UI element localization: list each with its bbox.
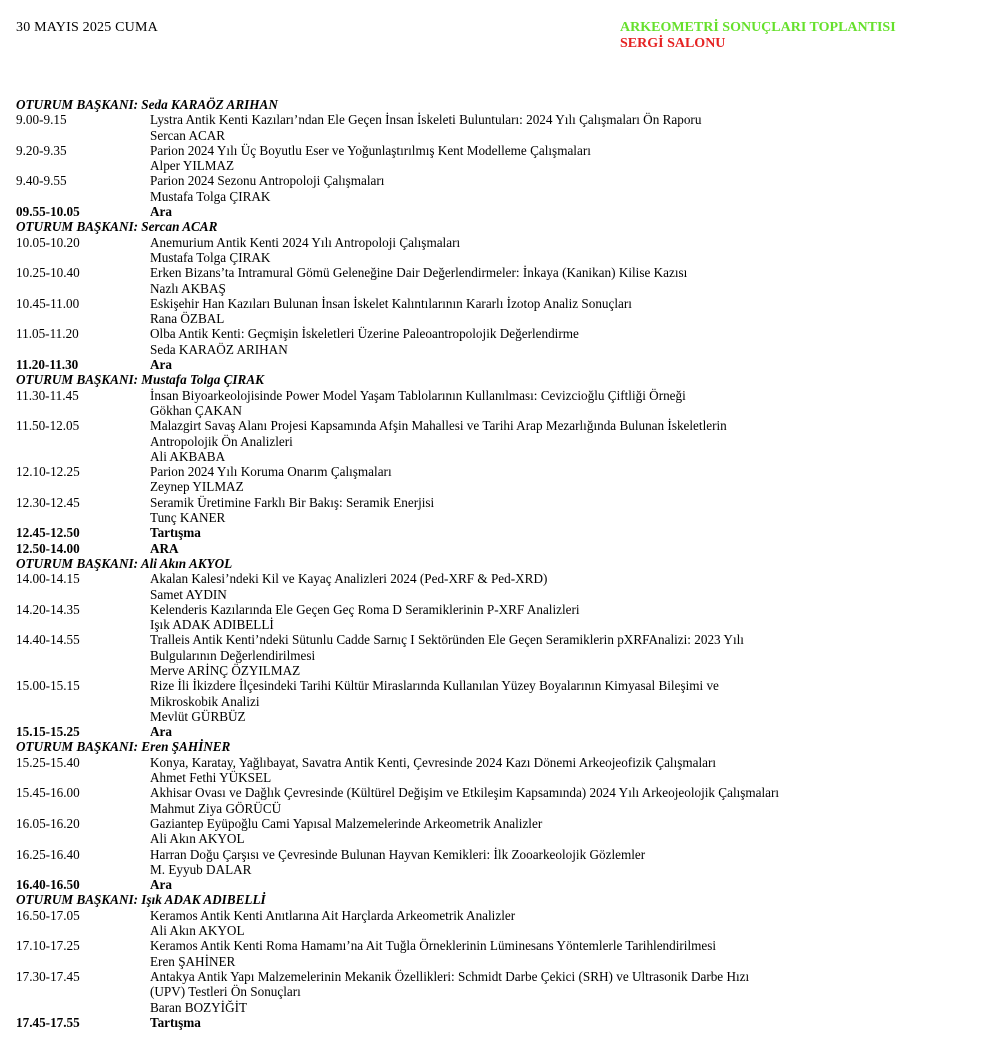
talk-title: Lystra Antik Kenti Kazıları’ndan Ele Geçen İnsan İskeleti Buluntuları: 2024 Yılı Çalışmaları Ön Raporu xyxy=(150,112,702,128)
program-header xyxy=(620,20,896,52)
talk-time: 9.40-9.55 xyxy=(16,173,67,189)
talk-author: Baran BOZYİĞİT xyxy=(150,999,248,1015)
session-chair: OTURUM BAŞKANI: Ali Akın AKYOL xyxy=(16,555,233,571)
talk-author: Mustafa Tolga ÇIRAK xyxy=(150,249,271,265)
talk-row xyxy=(16,908,991,923)
talk-author: Alper YILMAZ xyxy=(150,158,235,174)
break-label: Ara xyxy=(150,357,172,373)
talk-time xyxy=(16,694,150,709)
room-name: SERGİ SALONU xyxy=(620,36,726,51)
talk-row xyxy=(16,785,991,800)
talk-time: 16.50-17.05 xyxy=(16,907,80,923)
talk-time: 17.10-17.25 xyxy=(16,938,80,954)
talk-time: 16.05-16.20 xyxy=(16,815,80,831)
talk-time: 14.20-14.35 xyxy=(16,601,80,617)
break-time: 16.40-16.50 xyxy=(16,877,80,893)
talk-author: Mustafa Tolga ÇIRAK xyxy=(150,188,271,204)
talk-title: Bulgularının Değerlendirilmesi xyxy=(150,647,316,663)
talk-row xyxy=(16,816,991,831)
talk-author: Eren ŞAHİNER xyxy=(150,953,236,969)
talk-author: Ali Akın AKYOL xyxy=(150,923,245,939)
talk-author: Nazlı AKBAŞ xyxy=(150,280,226,296)
talk-title-continued xyxy=(16,984,991,999)
talk-row xyxy=(16,326,991,341)
talk-time: 15.45-16.00 xyxy=(16,785,80,801)
talk-row xyxy=(16,112,991,127)
break-row xyxy=(16,877,991,892)
talk-row xyxy=(16,143,991,158)
talk-time xyxy=(16,434,150,449)
break-label: Tartışma xyxy=(150,525,201,541)
talk-row xyxy=(16,418,991,433)
talk-time: 17.30-17.45 xyxy=(16,968,80,984)
talk-row xyxy=(16,847,991,862)
break-label: Ara xyxy=(150,877,172,893)
talk-title-continued xyxy=(16,434,991,449)
talk-row xyxy=(16,938,991,953)
talk-title: Keramos Antik Kenti Anıtlarına Ait Harçlarda Arkeometrik Analizler xyxy=(150,907,516,923)
session-chair: OTURUM BAŞKANI: Seda KARAÖZ ARIHAN xyxy=(16,97,278,112)
talk-row xyxy=(16,265,991,280)
talk-title: Seramik Üretimine Farklı Bir Bakış: Seramik Enerjisi xyxy=(150,494,435,510)
break-row xyxy=(16,724,991,739)
talk-title: Tralleis Antik Kenti’ndeki Sütunlu Cadde Sarnıç I Sektöründen Ele Geçen Seramiklerin pXRFAnalizi: 2023 Yılı xyxy=(150,632,744,648)
talk-title: İnsan Biyoarkeolojisinde Power Model Yaşam Tablolarının Kullanılması: Cevizcioğlu Çiftliği Örneği xyxy=(150,387,686,403)
talk-title: Akhisar Ovası ve Dağlık Çevresinde (Kültürel Değişim ve Etkileşim Kapsamında) 2024 Yılı Arkeojeolojik Çalışmaları xyxy=(150,785,780,801)
talk-time: 15.00-15.15 xyxy=(16,678,80,694)
talk-row xyxy=(16,173,991,188)
talk-time: 11.50-12.05 xyxy=(16,418,80,434)
talk-title: Mikroskobik Analizi xyxy=(150,693,260,709)
talk-author: Seda KARAÖZ ARIHAN xyxy=(150,341,288,357)
talk-author: Gökhan ÇAKAN xyxy=(150,402,242,418)
talk-title: Erken Bizans’ta Intramural Gömü Geleneğine Dair Değerlendirmeler: İnkaya (Kanikan) Kilise Kazısı xyxy=(150,265,688,281)
break-time: 17.45-17.55 xyxy=(16,1014,80,1030)
talk-row xyxy=(16,678,991,693)
talk-title: Eskişehir Han Kazıları Bulunan İnsan İskelet Kalıntılarının Kararlı İzotop Analiz Sonuçları xyxy=(150,295,632,311)
talk-row xyxy=(16,296,991,311)
talk-title: Antakya Antik Yapı Malzemelerinin Mekanik Özellikleri: Schmidt Darbe Çekici (SRH) ve Ultrasonik Darbe Hızı xyxy=(150,968,750,984)
talk-author: Tunç KANER xyxy=(150,510,226,526)
break-row xyxy=(16,357,991,372)
talk-author: Zeynep YILMAZ xyxy=(150,479,244,495)
talk-author: Merve ARİNÇ ÖZYILMAZ xyxy=(150,662,301,678)
talk-time: 9.00-9.15 xyxy=(16,112,67,128)
break-label: ARA xyxy=(150,540,179,556)
session-chair: OTURUM BAŞKANI: Işık ADAK ADIBELLİ xyxy=(16,892,266,908)
talk-title: Harran Doğu Çarşısı ve Çevresinde Bulunan Hayvan Kemikleri: İlk Zooarkeolojik Gözlemler xyxy=(150,846,646,862)
talk-time xyxy=(16,984,150,999)
talk-time: 11.05-11.20 xyxy=(16,326,79,342)
session-chair: OTURUM BAŞKANI: Eren ŞAHİNER xyxy=(16,739,231,755)
talk-title: Parion 2024 Yılı Koruma Onarım Çalışmaları xyxy=(150,464,392,480)
talk-title: Olba Antik Kenti: Geçmişin İskeletleri Üzerine Paleoantropolojik Değerlendirme xyxy=(150,326,579,342)
talk-author: Sercan ACAR xyxy=(150,127,226,143)
talk-time: 14.00-14.15 xyxy=(16,571,80,587)
meeting-title: ARKEOMETRİ SONUÇLARI TOPLANTISI xyxy=(620,20,896,35)
break-label: Ara xyxy=(150,204,172,220)
talk-author: Işık ADAK ADIBELLİ xyxy=(150,617,274,633)
talk-time: 12.10-12.25 xyxy=(16,464,80,480)
program-date: 30 MAYIS 2025 CUMA xyxy=(16,20,158,35)
talk-row xyxy=(16,388,991,403)
talk-author: M. Eyyub DALAR xyxy=(150,861,252,877)
talk-time: 9.20-9.35 xyxy=(16,142,67,158)
talk-row xyxy=(16,755,991,770)
talk-title: Parion 2024 Sezonu Antropoloji Çalışmaları xyxy=(150,173,385,189)
talk-author: Rana ÖZBAL xyxy=(150,311,225,327)
talk-row xyxy=(16,464,991,479)
talk-title: Keramos Antik Kenti Roma Hamamı’na Ait Tuğla Örneklerinin Lüminesans Yöntemlerle Tarihlendirilmesi xyxy=(150,938,717,954)
talk-author: Ahmet Fethi YÜKSEL xyxy=(150,770,272,786)
talk-time: 14.40-14.55 xyxy=(16,632,80,648)
talk-title: (UPV) Testleri Ön Sonuçları xyxy=(150,984,301,1000)
session-chair: OTURUM BAŞKANI: Mustafa Tolga ÇIRAK xyxy=(16,372,264,388)
talk-row xyxy=(16,571,991,586)
talk-title: Kelenderis Kazılarında Ele Geçen Geç Roma D Seramiklerinin P-XRF Analizleri xyxy=(150,601,580,617)
talk-title-continued xyxy=(16,648,991,663)
break-label: Tartışma xyxy=(150,1014,201,1030)
break-row xyxy=(16,525,991,540)
talk-time: 10.25-10.40 xyxy=(16,265,80,281)
talk-title: Akalan Kalesi’ndeki Kil ve Kayaç Analizleri 2024 (Ped-XRF & Ped-XRD) xyxy=(150,571,548,587)
talk-time: 15.25-15.40 xyxy=(16,754,80,770)
talk-row xyxy=(16,969,991,984)
talk-title: Rize İli İkizdere İlçesindeki Tarihi Kültür Miraslarında Kullanılan Yüzey Boyalarının Kimyasal Bileşimi ve xyxy=(150,678,719,694)
break-time: 09.55-10.05 xyxy=(16,204,80,220)
talk-time: 10.45-11.00 xyxy=(16,295,80,311)
break-time: 11.20-11.30 xyxy=(16,357,79,373)
talk-author: Ali Akın AKYOL xyxy=(150,831,245,847)
break-row xyxy=(16,1015,991,1030)
talk-title: Malazgirt Savaş Alanı Projesi Kapsamında Afşin Mahallesi ve Tarihi Arap Mezarlığında Bulunan İskeletlerin xyxy=(150,418,727,434)
talk-row xyxy=(16,235,991,250)
talk-title: Anemurium Antik Kenti 2024 Yılı Antropoloji Çalışmaları xyxy=(150,234,461,250)
talk-row xyxy=(16,602,991,617)
talk-title: Parion 2024 Yılı Üç Boyutlu Eser ve Yoğunlaştırılmış Kent Modelleme Çalışmaları xyxy=(150,142,591,158)
break-label: Ara xyxy=(150,724,172,740)
talk-title: Antropolojik Ön Analizleri xyxy=(150,433,293,449)
talk-title: Konya, Karatay, Yağlıbayat, Savatra Antik Kenti, Çevresinde 2024 Kazı Dönemi Arkeojeofizik Çalışmaları xyxy=(150,754,717,770)
talk-time: 11.30-11.45 xyxy=(16,387,79,403)
talk-author: Mahmut Ziya GÖRÜCÜ xyxy=(150,800,282,816)
talk-time: 10.05-10.20 xyxy=(16,234,80,250)
talk-author: Mevlüt GÜRBÜZ xyxy=(150,708,246,724)
session-program xyxy=(16,97,991,1030)
session-chair: OTURUM BAŞKANI: Sercan ACAR xyxy=(16,219,218,235)
break-time: 15.15-15.25 xyxy=(16,724,80,740)
break-row xyxy=(16,541,991,556)
talk-time: 16.25-16.40 xyxy=(16,846,80,862)
talk-author: Samet AYDIN xyxy=(150,586,227,602)
break-row xyxy=(16,204,991,219)
break-time: 12.50-14.00 xyxy=(16,540,80,556)
talk-title: Gaziantep Eyüpoğlu Cami Yapısal Malzemelerinde Arkeometrik Analizler xyxy=(150,815,543,831)
talk-row xyxy=(16,632,991,647)
talk-time: 12.30-12.45 xyxy=(16,494,80,510)
talk-author: Ali AKBABA xyxy=(150,448,226,464)
talk-title-continued xyxy=(16,694,991,709)
talk-row xyxy=(16,495,991,510)
break-time: 12.45-12.50 xyxy=(16,525,80,541)
talk-time xyxy=(16,648,150,663)
